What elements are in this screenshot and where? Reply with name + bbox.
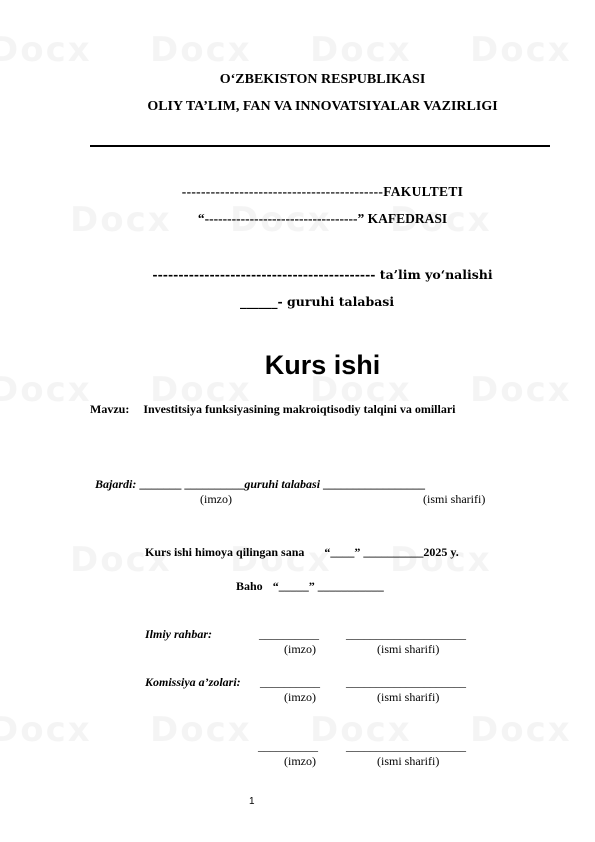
performer-name-caption: (ismi sharifi) <box>423 492 486 506</box>
department-line: “----------------------------------” KAFEDRASI <box>197 211 448 226</box>
group-line <box>240 294 394 309</box>
watermark-text <box>0 710 92 750</box>
watermark-text <box>150 710 252 750</box>
grade-value: “_____” ___________ <box>272 579 384 593</box>
watermark-text <box>470 710 572 750</box>
supervisor-name-blank: ____________________ <box>346 627 466 641</box>
defense-line <box>145 545 459 560</box>
commission-sign-caption: (imzo) <box>284 754 316 768</box>
performer-sign-caption: (imzo) <box>200 492 232 506</box>
commission-name-blank: ____________________ <box>346 739 466 753</box>
watermark-text <box>0 30 92 70</box>
commission-sign-caption: (imzo) <box>284 690 316 704</box>
commission-label: Komissiya a’zolari: <box>145 675 241 689</box>
ministry-country: O‘ZBEKISTON RESPUBLIKASI <box>219 72 426 87</box>
topic-label: Mavzu: <box>90 402 130 416</box>
supervisor-sign-blank: __________ <box>259 627 319 641</box>
performer-line <box>95 477 425 492</box>
commission-sign-blank: __________ <box>258 739 318 753</box>
performer-label: Bajardi: <box>95 477 137 491</box>
watermark-text <box>470 30 572 70</box>
performer-group-text: guruhi talabasi <box>244 477 321 491</box>
group-blank: ______ <box>240 294 278 309</box>
ministry-name: OLIY TA’LIM, FAN VA INNOVATSIYALAR VAZIRLIGI <box>147 99 498 114</box>
commission-name-blank: ____________________ <box>346 675 466 689</box>
performer-blank-1: _______ <box>139 477 182 491</box>
performer-blank-3: _________________ <box>323 477 426 491</box>
performer-blank-2: __________ <box>184 477 245 491</box>
grade-label: Baho <box>236 579 263 593</box>
direction-line: ------------------------------------------- ta’lim yo‘nalishi <box>152 267 493 282</box>
group-text: - guruhi talabasi <box>277 294 395 309</box>
page-number: 1 <box>249 796 255 807</box>
faculty-line: ------------------------------------------FAKULTETI <box>181 184 464 199</box>
defense-date: “____” __________2025 y. <box>324 545 459 559</box>
commission-name-caption: (ismi sharifi) <box>377 754 440 768</box>
watermark-text <box>310 30 412 70</box>
topic-line <box>90 402 456 417</box>
grade-line <box>236 579 384 594</box>
supervisor-sign-caption: (imzo) <box>284 642 316 656</box>
commission-name-caption: (ismi sharifi) <box>377 690 440 704</box>
topic-value: Investitsiya funksiyasining makroiqtisodiy talqini va omillari <box>143 402 456 416</box>
defense-label: Kurs ishi himoya qilingan sana <box>145 545 305 559</box>
watermark-text <box>150 30 252 70</box>
supervisor-name-caption: (ismi sharifi) <box>377 642 440 656</box>
header-divider <box>90 145 550 147</box>
document-title: Kurs ishi <box>264 350 381 380</box>
commission-sign-blank: __________ <box>260 675 320 689</box>
supervisor-label: Ilmiy rahbar: <box>145 627 213 641</box>
